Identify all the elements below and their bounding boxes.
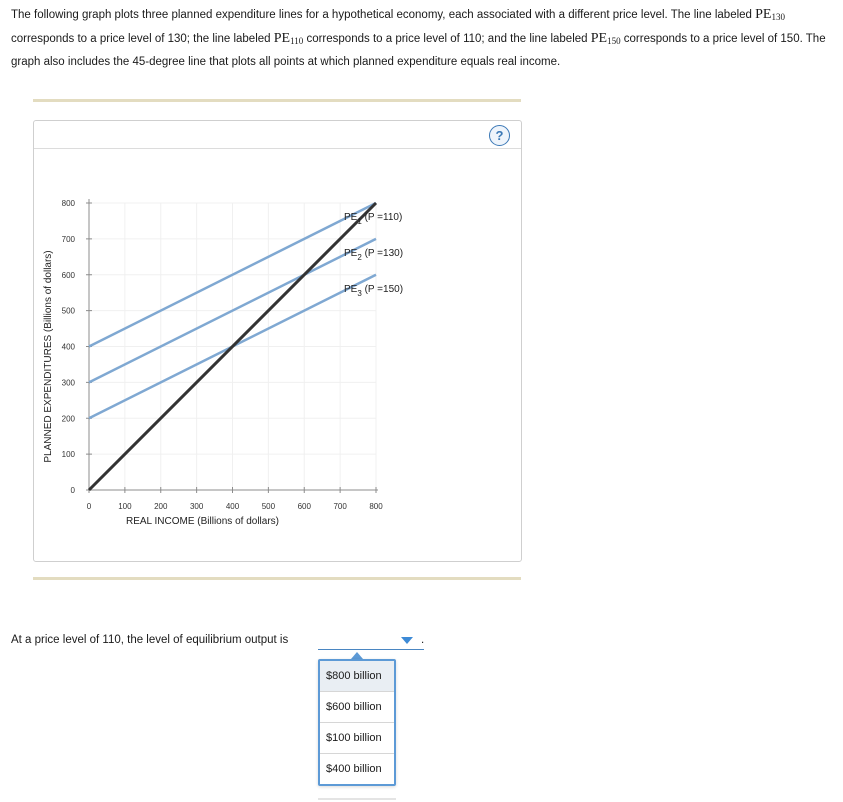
y-tick-label-400: 400: [61, 342, 75, 352]
y-tick-label-700: 700: [61, 234, 75, 244]
y-tick-label-200: 200: [61, 414, 75, 424]
x-tick-label-0: 0: [86, 502, 92, 511]
planned-expenditure-chart: [34, 121, 521, 561]
x-tick-label-600: 600: [297, 502, 311, 511]
problem-intro: [11, 4, 833, 73]
equilibrium-output-select[interactable]: [318, 632, 424, 650]
pe110-sub: 110: [290, 36, 304, 46]
series-label-pe2: $PE_2$ (P =130): [344, 247, 404, 262]
series-label-pe3: $PE_3$ (P =150): [344, 283, 404, 298]
x-axis-title: REAL INCOME (Billions of dollars): [125, 516, 280, 527]
x-tick-label-400: 400: [225, 502, 240, 511]
intro-text-4: corresponds to a price level of 150. The graph also includes the 45-degree line that plots all points at which planned expenditure equals real income.: [11, 33, 826, 68]
y-tick-label-500: 500: [61, 306, 75, 316]
x-tick-label-700: 700: [333, 502, 347, 511]
pe110-label: [274, 31, 304, 46]
top-divider: [33, 99, 521, 102]
pe130-sub: 130: [771, 12, 785, 22]
help-icon[interactable]: ?: [489, 125, 510, 146]
option-600-billion[interactable]: $600 billion: [320, 691, 394, 722]
intro-text-2: corresponds to a price level of 130; the line labeled: [11, 33, 274, 45]
bottom-divider: [33, 577, 521, 580]
dropdown-arrow-icon[interactable]: [401, 637, 413, 644]
y-tick-label-600: 600: [61, 270, 75, 280]
x-tick-label-200: 200: [154, 502, 168, 511]
x-tick-label-500: 500: [261, 502, 276, 511]
dropdown-caret-icon: [351, 652, 363, 659]
sentence-period: .: [421, 634, 425, 646]
pe150-sub: 150: [607, 36, 621, 46]
y-tick-label-300: 300: [61, 378, 75, 388]
option-800-billion[interactable]: $800 billion: [320, 661, 394, 691]
option-100-billion[interactable]: $100 billion: [320, 722, 394, 753]
pe110-base: PE: [273, 31, 291, 46]
y-axis-title: PLANNED EXPENDITURES (Billions of dollars): [43, 250, 54, 463]
pe150-base: PE: [590, 31, 608, 46]
y-tick-label-100: 100: [61, 450, 75, 460]
pe130-base: PE: [755, 7, 772, 22]
intro-text-3: corresponds to a price level of 110; and the line labeled: [303, 33, 591, 45]
question-text: At a price level of 110, the level of equilibrium output is: [11, 634, 289, 646]
series-label-pe1: $PE_1$ (P =110): [344, 212, 403, 226]
y-tick-label-0: 0: [70, 486, 75, 495]
graph-panel: [33, 120, 522, 562]
pe130-label: [755, 7, 785, 22]
dropdown-menu: [318, 659, 396, 786]
x-tick-label-300: 300: [189, 502, 204, 511]
y-tick-label-800: 800: [61, 199, 75, 208]
x-tick-label-800: 800: [369, 502, 383, 511]
option-400-billion[interactable]: $400 billion: [320, 753, 394, 784]
intro-text-1: The following graph plots three planned expenditure lines for a hypothetical economy, each associated with a different price level. The line labeled: [11, 9, 756, 21]
x-tick-label-100: 100: [118, 502, 132, 511]
pe150-label: [591, 31, 621, 46]
dropdown-shadow: [318, 798, 396, 800]
